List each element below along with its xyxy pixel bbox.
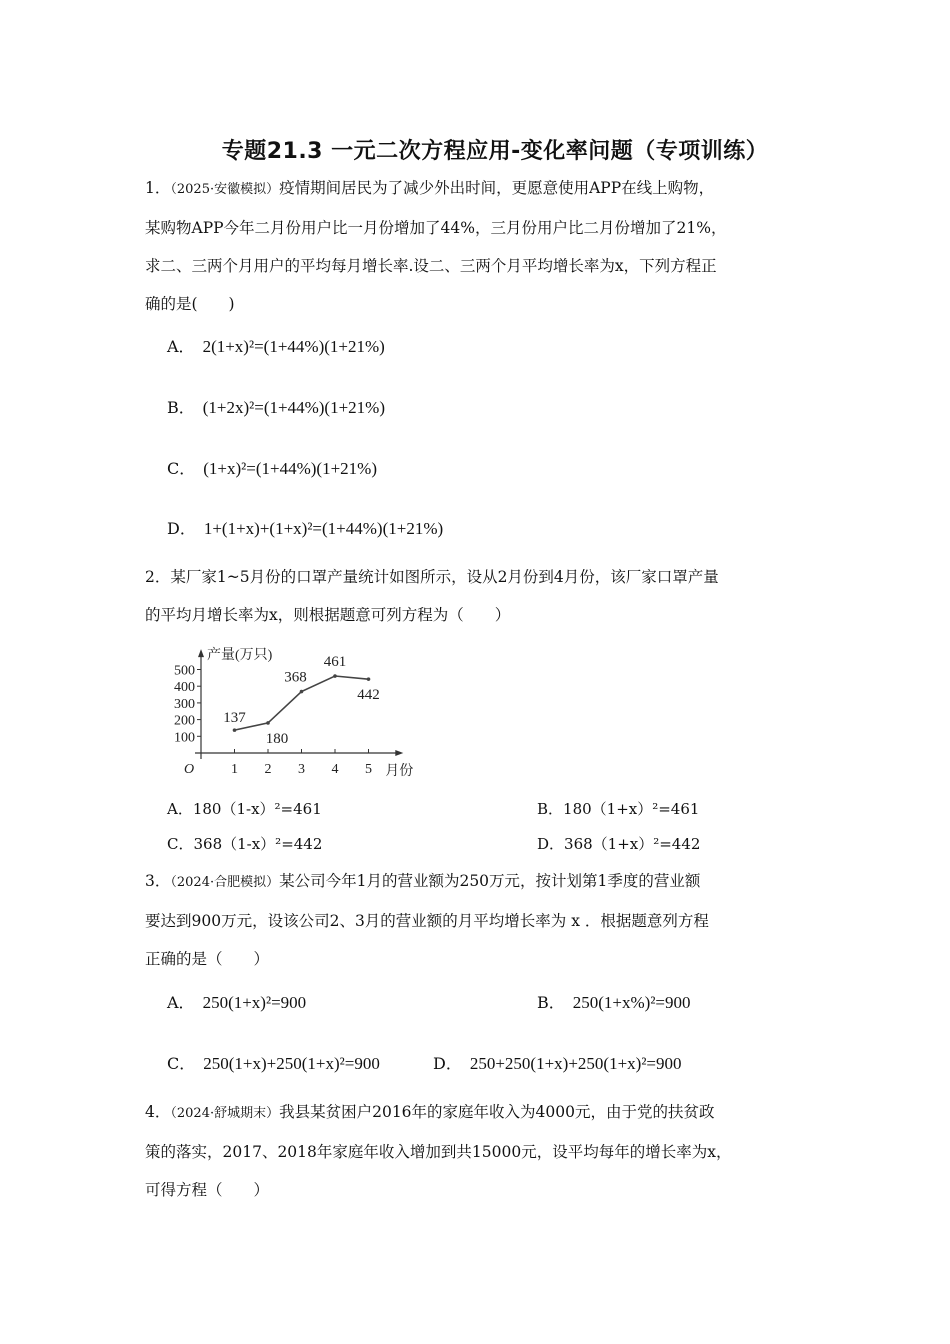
q3-option-c[interactable] xyxy=(167,1052,380,1076)
q1-source: （2025·安徽模拟） xyxy=(170,182,280,197)
q1-number: 1． xyxy=(145,179,171,197)
data-label: 180 xyxy=(265,730,289,747)
q1-line-4: 确的是( ) xyxy=(145,295,235,313)
q1-option-d[interactable] xyxy=(167,517,443,541)
page-title: 专题21.3 一元二次方程应用-变化率问题（专项训练） xyxy=(221,139,769,164)
q4-text-1: 我县某贫困户2016年的家庭年收入为4000元，由于党的扶贫政 xyxy=(279,1103,715,1121)
q3-option-a-equation: 250(1+x)²=900 xyxy=(202,993,307,1012)
x-axis-arrow xyxy=(395,750,403,756)
y-axis-label: 产量(万只) xyxy=(207,648,273,664)
x-tick-label: 3 xyxy=(298,762,305,777)
question-3-stem xyxy=(145,862,805,978)
y-tick-label: 300 xyxy=(174,696,195,712)
question-1-stem xyxy=(145,169,805,323)
production-line-chart xyxy=(165,640,425,790)
option-label: B． xyxy=(537,993,565,1012)
q1-option-c[interactable] xyxy=(167,457,377,481)
data-point xyxy=(233,728,237,732)
option-label: A． xyxy=(167,993,195,1012)
y-tick-label: 100 xyxy=(174,730,195,746)
q1-line-3: 求二、三两个月用户的平均每月增长率.设二、三两个月平均增长率为x，下列方程正 xyxy=(145,257,717,275)
q1-line-2: 某购物APP今年二月份用户比一月份增加了44%，三月份用户比二月份增加了21%， xyxy=(145,219,727,237)
q3-option-a[interactable] xyxy=(167,991,306,1015)
q2-option-d[interactable]: D．368（1+x）²=442 xyxy=(537,835,701,853)
q3-line-2: 要达到900万元，设该公司2、3月的营业额的月平均增长率为 x ．根据题意列方程 xyxy=(145,912,709,930)
q2-line-2: 的平均月增长率为x，则根据题意可列方程为（ ） xyxy=(145,606,511,624)
q3-option-c-equation: 250(1+x)+250(1+x)²=900 xyxy=(203,1054,380,1073)
y-tick-label: 400 xyxy=(174,680,195,696)
x-axis-label: 月份 xyxy=(385,764,414,779)
q1-option-b-equation: (1+2x)²=(1+44%)(1+21%) xyxy=(202,398,386,417)
option-label: D． xyxy=(433,1054,462,1073)
q1-text-1: 疫情期间居民为了减少外出时间，更愿意使用APP在线上购物， xyxy=(279,179,715,197)
q4-line-2: 策的落实，2017、2018年家庭年收入增加到共15000元，设平均每年的增长率为x， xyxy=(145,1143,732,1161)
data-point xyxy=(367,677,371,681)
q2-option-c[interactable]: C．368（1-x）²=442 xyxy=(167,835,323,853)
q2-option-a[interactable]: A．180（1-x）²=461 xyxy=(167,800,322,818)
q3-option-d-equation: 250+250(1+x)+250(1+x)²=900 xyxy=(469,1054,682,1073)
data-label: 461 xyxy=(323,654,347,671)
q4-number: 4． xyxy=(145,1103,171,1121)
q3-option-b-equation: 250(1+x%)²=900 xyxy=(572,993,691,1012)
q1-line-1 xyxy=(145,169,805,209)
option-label: B． xyxy=(167,398,195,417)
option-label: C． xyxy=(167,1054,196,1073)
q3-source: （2024·合肥模拟） xyxy=(170,875,280,890)
data-point xyxy=(300,690,304,694)
x-tick-label: 2 xyxy=(264,762,272,777)
q3-number: 3． xyxy=(145,872,171,890)
q3-option-d[interactable] xyxy=(433,1052,682,1076)
x-tick-label: 4 xyxy=(331,762,339,777)
data-label: 442 xyxy=(357,687,380,704)
q1-option-a-equation: 2(1+x)²=(1+44%)(1+21%) xyxy=(202,337,385,356)
q3-line-3: 正确的是（ ） xyxy=(145,950,270,968)
origin-label: O xyxy=(184,762,195,777)
option-label: C． xyxy=(167,459,196,478)
y-axis-arrow xyxy=(198,649,204,657)
option-label: D． xyxy=(167,519,196,538)
q3-option-b[interactable] xyxy=(537,991,691,1015)
data-point xyxy=(333,674,337,678)
y-tick-label: 500 xyxy=(174,663,195,679)
q1-option-c-equation: (1+x)²=(1+44%)(1+21%) xyxy=(203,459,377,478)
option-label: A． xyxy=(167,337,195,356)
data-label: 368 xyxy=(284,669,307,686)
x-tick-label: 1 xyxy=(231,762,238,777)
q1-option-d-equation: 1+(1+x)+(1+x)²=(1+44%)(1+21%) xyxy=(203,519,444,538)
data-point xyxy=(266,721,270,725)
data-label: 137 xyxy=(223,710,246,727)
question-4-stem xyxy=(145,1093,805,1209)
q4-line-3: 可得方程（ ） xyxy=(145,1181,270,1199)
q3-text-1: 某公司今年1月的营业额为250万元，按计划第1季度的营业额 xyxy=(279,872,701,890)
q2-option-b[interactable]: B．180（1+x）²=461 xyxy=(537,800,700,818)
q4-line-1 xyxy=(145,1093,805,1133)
q3-line-1 xyxy=(145,862,805,902)
q1-option-b[interactable] xyxy=(167,396,385,420)
q1-option-a[interactable] xyxy=(167,335,385,359)
question-2-stem xyxy=(145,558,805,634)
y-tick-label: 200 xyxy=(174,713,195,729)
q2-line-1: 2．某厂家1~5月份的口罩产量统计如图所示，设从2月份到4月份，该厂家口罩产量 xyxy=(145,568,719,586)
q4-source: （2024·舒城期末） xyxy=(170,1106,280,1121)
x-tick-label: 5 xyxy=(365,762,372,777)
